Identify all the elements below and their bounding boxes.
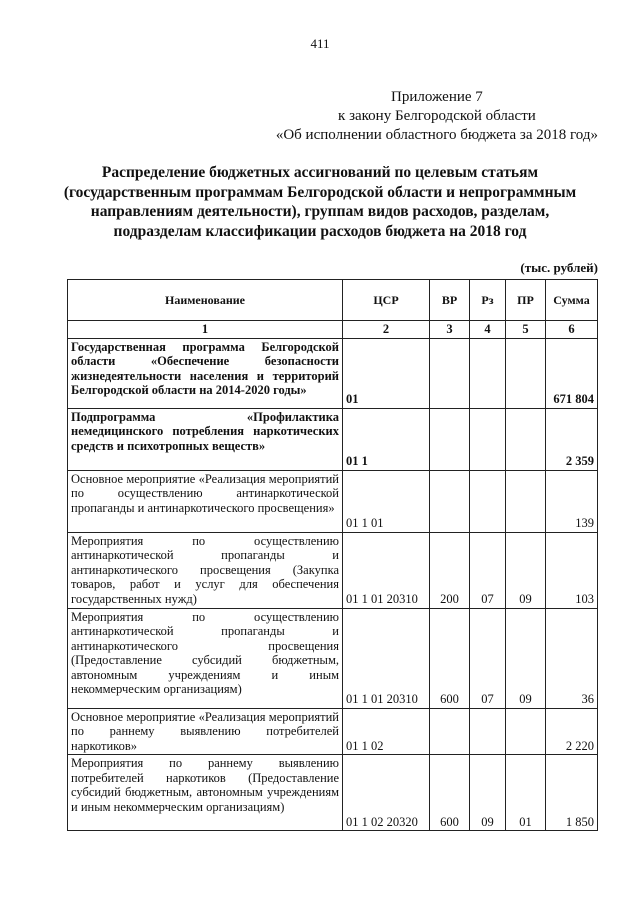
title-line: (государственным программам Белгородской области и непрограммным (63, 183, 577, 201)
row-pr: 09 (506, 608, 546, 708)
row-csr: 01 1 (343, 408, 430, 470)
row-sum: 671 804 (546, 338, 598, 408)
document-title (60, 163, 580, 241)
table-row (68, 338, 598, 408)
header-csr: ЦСР (343, 280, 430, 321)
title-line: направлениям деятельности), группам видов расходов, разделам, (90, 203, 550, 220)
title-line: Распределение бюджетных ассигнований по целевым статьям (101, 164, 539, 181)
row-csr: 01 (343, 338, 430, 408)
row-sum: 139 (546, 470, 598, 532)
row-csr: 01 1 02 (343, 708, 430, 755)
row-csr: 01 1 01 20310 (343, 532, 430, 608)
appendix-line: Приложение 7 (391, 89, 483, 105)
table-row (68, 470, 598, 532)
column-number: 1 (68, 321, 343, 339)
header-pr: ПР (506, 280, 546, 321)
appendix-block (276, 88, 598, 145)
column-number: 3 (430, 321, 470, 339)
row-vr (430, 338, 470, 408)
row-csr: 01 1 02 20320 (343, 755, 430, 831)
table-header-row (68, 280, 598, 321)
row-name: Государственная программа Белгородской области «Обеспечение безопасности жизнедеятельности населения и территорий Белгородской области на 2014-2020 годы» (68, 338, 343, 408)
row-vr (430, 708, 470, 755)
row-pr (506, 338, 546, 408)
row-pr: 09 (506, 532, 546, 608)
appendix-line: к закону Белгородской области (338, 108, 536, 124)
row-name: Мероприятия по осуществлению антинаркотической пропаганды и антинаркотического просвещения (Предоставление субсидий бюджетным, автономным учреждениям и иным некоммерческим организациям) (68, 608, 343, 708)
row-csr: 01 1 01 20310 (343, 608, 430, 708)
column-number: 6 (546, 321, 598, 339)
column-number: 4 (470, 321, 506, 339)
row-name: Основное мероприятие «Реализация мероприятий по раннему выявлению потребителей наркотиков» (68, 708, 343, 755)
appendix-line: «Об исполнении областного бюджета за 2018 год» (275, 127, 598, 143)
row-sum: 2 220 (546, 708, 598, 755)
row-name: Мероприятия по осуществлению антинаркотической пропаганды и антинаркотического просвещения (Закупка товаров, работ и услуг для обеспечения государственных нужд) (68, 532, 343, 608)
table-row (68, 755, 598, 831)
column-number: 5 (506, 321, 546, 339)
row-pr (506, 708, 546, 755)
table-row (68, 608, 598, 708)
header-name: Наименование (68, 280, 343, 321)
budget-table (67, 279, 598, 831)
row-sum: 36 (546, 608, 598, 708)
row-sum: 103 (546, 532, 598, 608)
table-row (68, 408, 598, 470)
header-rz: Рз (470, 280, 506, 321)
column-number: 2 (343, 321, 430, 339)
row-rz: 07 (470, 532, 506, 608)
row-vr: 200 (430, 532, 470, 608)
table-row (68, 532, 598, 608)
row-rz (470, 470, 506, 532)
row-rz: 07 (470, 608, 506, 708)
row-rz (470, 708, 506, 755)
row-rz (470, 338, 506, 408)
row-csr: 01 1 01 (343, 470, 430, 532)
row-sum: 1 850 (546, 755, 598, 831)
header-sum: Сумма (546, 280, 598, 321)
column-number-row (68, 321, 598, 339)
header-vr: ВР (430, 280, 470, 321)
row-name: Подпрограмма «Профилактика немедицинского потребления наркотических средств и психотропных веществ» (68, 408, 343, 470)
row-pr (506, 470, 546, 532)
row-name: Основное мероприятие «Реализация мероприятий по осуществлению антинаркотической пропаганды и антинаркотического просвещения» (68, 470, 343, 532)
row-sum: 2 359 (546, 408, 598, 470)
row-vr (430, 408, 470, 470)
row-pr (506, 408, 546, 470)
row-vr: 600 (430, 608, 470, 708)
page-number: 411 (310, 36, 330, 51)
row-vr: 600 (430, 755, 470, 831)
row-name: Мероприятия по раннему выявлению потребителей наркотиков (Предоставление субсидий бюджетным, автономным учреждениям и иным некоммерческим организациям) (68, 755, 343, 831)
row-vr (430, 470, 470, 532)
row-pr: 01 (506, 755, 546, 831)
table-row (68, 708, 598, 755)
row-rz (470, 408, 506, 470)
units-label: (тыс. рублей) (520, 260, 598, 275)
row-rz: 09 (470, 755, 506, 831)
title-line: подразделам классификации расходов бюджета на 2018 год (113, 222, 527, 240)
